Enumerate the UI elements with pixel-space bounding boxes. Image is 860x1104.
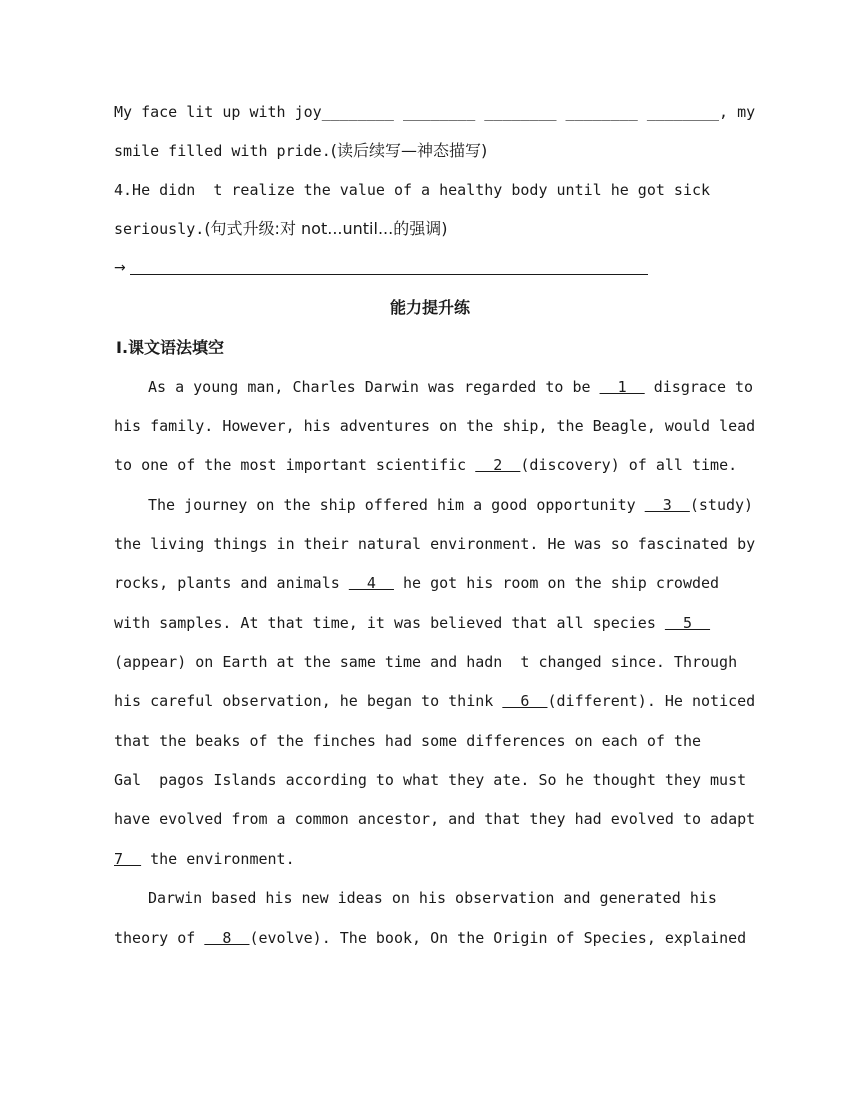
section-heading: Ⅰ.课文语法填空 [116, 338, 225, 357]
text-segment: (evolve). The book, On the Origin of Species, explained [249, 929, 747, 947]
paragraph-line [114, 849, 295, 869]
blank-7[interactable]: 7 [114, 850, 142, 868]
paragraph-line [114, 573, 719, 593]
blank-5[interactable]: 5 [664, 614, 711, 632]
text-segment: his careful observation, he began to think [114, 692, 503, 710]
text-line: My face lit up with joy________ ________ ________ ________ ________, my [114, 103, 756, 121]
text-segment: smile filled with pride. [114, 142, 331, 160]
text-segment: (different). He noticed [547, 692, 756, 710]
paragraph-line [148, 495, 753, 515]
blank-3[interactable]: 3 [644, 496, 690, 514]
paragraph-line [114, 928, 746, 948]
text-segment: rocks, plants and animals [114, 574, 349, 592]
text-segment: (study) [689, 496, 754, 514]
text-segment: he got his room on the ship crowded [393, 574, 720, 592]
text-line [114, 219, 447, 239]
paragraph-line: Darwin based his new ideas on his observation and generated his [148, 889, 717, 907]
paragraph-line: his family. However, his adventures on the ship, the Beagle, would lead [114, 417, 756, 435]
text-segment: seriously. [114, 220, 205, 238]
hint-note: (句式升级:对 not...until...的强调) [204, 219, 448, 238]
text-segment: the environment. [141, 850, 295, 868]
text-segment: disgrace to [644, 378, 754, 396]
paragraph-line [114, 613, 710, 633]
blank-4[interactable]: 4 [348, 574, 394, 592]
paragraph-line [114, 691, 755, 711]
text-segment: with samples. At that time, it was believed that all species [114, 614, 665, 632]
answer-line[interactable] [130, 274, 648, 275]
paragraph-line: the living things in their natural environment. He was so fascinated by [114, 535, 756, 553]
text-segment: The journey on the ship offered him a good opportunity [148, 496, 645, 514]
section-title: 能力提升练 [389, 298, 470, 317]
text-segment: As a young man, Charles Darwin was regarded to be [148, 378, 600, 396]
text-line [114, 141, 487, 161]
blank-2[interactable]: 2 [475, 456, 521, 474]
arrow-icon: → [114, 260, 126, 276]
blank-1[interactable]: 1 [599, 378, 645, 396]
text-segment: (discovery) of all time. [520, 456, 738, 474]
paragraph-line [148, 377, 753, 397]
blank-8[interactable]: 8 [204, 929, 250, 947]
question-4: 4.He didn t realize the value of a healthy body until he got sick [114, 181, 711, 199]
paragraph-line: (appear) on Earth at the same time and hadn t changed since. Through [114, 653, 738, 671]
text-segment: theory of [114, 929, 205, 947]
paragraph-line: Gal pagos Islands according to what they ate. So he thought they must [114, 771, 747, 789]
paragraph-line: that the beaks of the finches had some differences on each of the [114, 732, 701, 750]
paragraph-line [114, 455, 737, 475]
paragraph-line: have evolved from a common ancestor, and that they had evolved to adapt [114, 810, 756, 828]
blank-6[interactable]: 6 [502, 692, 548, 710]
hint-note: (读后续写—神态描写) [330, 141, 488, 160]
text-segment: to one of the most important scientific [114, 456, 476, 474]
